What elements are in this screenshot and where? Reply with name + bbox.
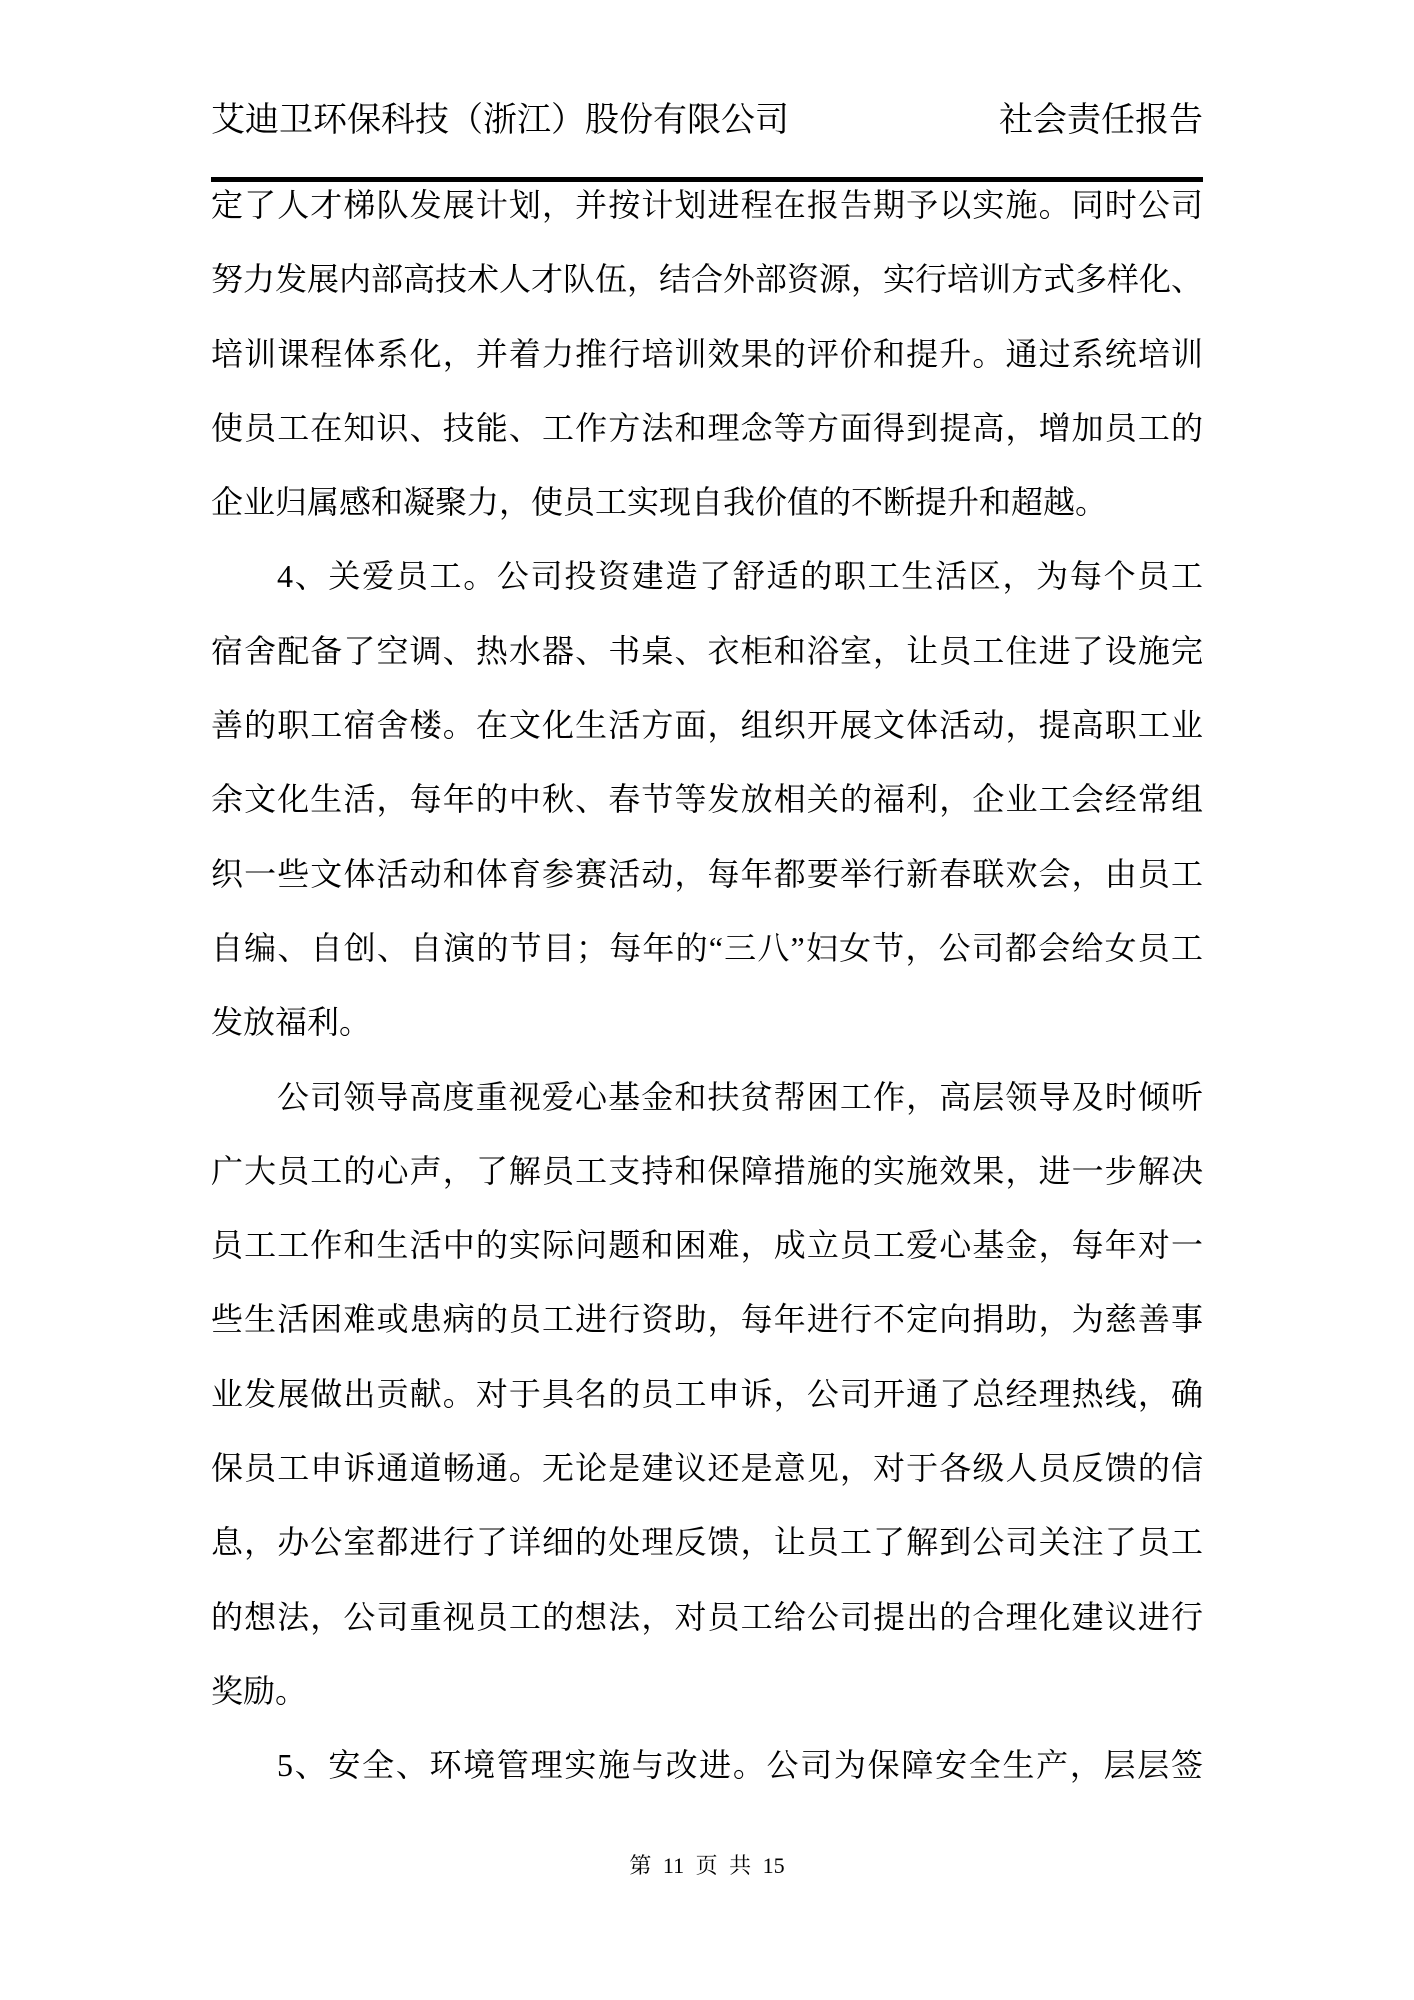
body-line: 织一些文体活动和体育参赛活动，每年都要举行新春联欢会，由员工 bbox=[211, 855, 1203, 892]
body-line: 善的职工宿舍楼。在文化生活方面，组织开展文体活动，提高职工业 bbox=[211, 707, 1203, 744]
body-line: 余文化生活，每年的中秋、春节等发放相关的福利，企业工会经常组 bbox=[211, 781, 1203, 818]
page-footer bbox=[0, 1850, 1414, 1882]
body-line: 员工工作和生活中的实际问题和困难，成立员工爱心基金，每年对一 bbox=[211, 1227, 1203, 1264]
body-line: 4、关爱员工。公司投资建造了舒适的职工生活区，为每个员工 bbox=[277, 558, 1203, 595]
body-line: 定了人才梯队发展计划，并按计划进程在报告期予以实施。同时公司 bbox=[211, 187, 1203, 223]
page-header bbox=[211, 98, 1203, 144]
body-line: 培训课程体系化，并着力推行培训效果的评价和提升。通过系统培训 bbox=[211, 335, 1203, 372]
body-line: 息，办公室都进行了详细的处理反馈，让员工了解到公司关注了员工 bbox=[211, 1524, 1203, 1561]
body-line: 广大员工的心声，了解员工支持和保障措施的实施效果，进一步解决 bbox=[211, 1152, 1203, 1189]
body-line: 自编、自创、自演的节目；每年的“三八”妇女节，公司都会给女员工 bbox=[211, 929, 1203, 966]
body-line: 企业归属感和凝聚力，使员工实现自我价值的不断提升和超越。 bbox=[211, 484, 1108, 521]
header-doc-title: 社会责任报告 bbox=[999, 102, 1203, 139]
body-line: 努力发展内部高技术人才队伍，结合外部资源，实行培训方式多样化、 bbox=[211, 261, 1203, 298]
body-line: 的想法，公司重视员工的想法，对员工给公司提出的合理化建议进行 bbox=[211, 1598, 1203, 1635]
header-company-name: 艾迪卫环保科技（浙江）股份有限公司 bbox=[211, 102, 789, 139]
body-line: 保员工申诉通道畅通。无论是建议还是意见，对于各级人员反馈的信 bbox=[211, 1450, 1203, 1487]
document-body bbox=[211, 168, 1203, 1803]
body-line: 5、安全、环境管理实施与改进。公司为保障安全生产，层层签 bbox=[277, 1747, 1203, 1784]
body-line: 业发展做出贡献。对于具名的员工申诉，公司开通了总经理热线，确 bbox=[211, 1375, 1203, 1412]
body-line: 奖励。 bbox=[211, 1672, 308, 1709]
body-line: 使员工在知识、技能、工作方法和理念等方面得到提高，增加员工的 bbox=[211, 409, 1203, 446]
body-line: 些生活困难或患病的员工进行资助，每年进行不定向捐助，为慈善事 bbox=[211, 1301, 1203, 1338]
body-line: 发放福利。 bbox=[211, 1004, 372, 1041]
page-number: 第 11 页 共 15 bbox=[629, 1853, 785, 1878]
body-line: 宿舍配备了空调、热水器、书桌、衣柜和浴室，让员工住进了设施完 bbox=[211, 632, 1203, 669]
body-line: 公司领导高度重视爱心基金和扶贫帮困工作，高层领导及时倾听 bbox=[277, 1078, 1203, 1115]
